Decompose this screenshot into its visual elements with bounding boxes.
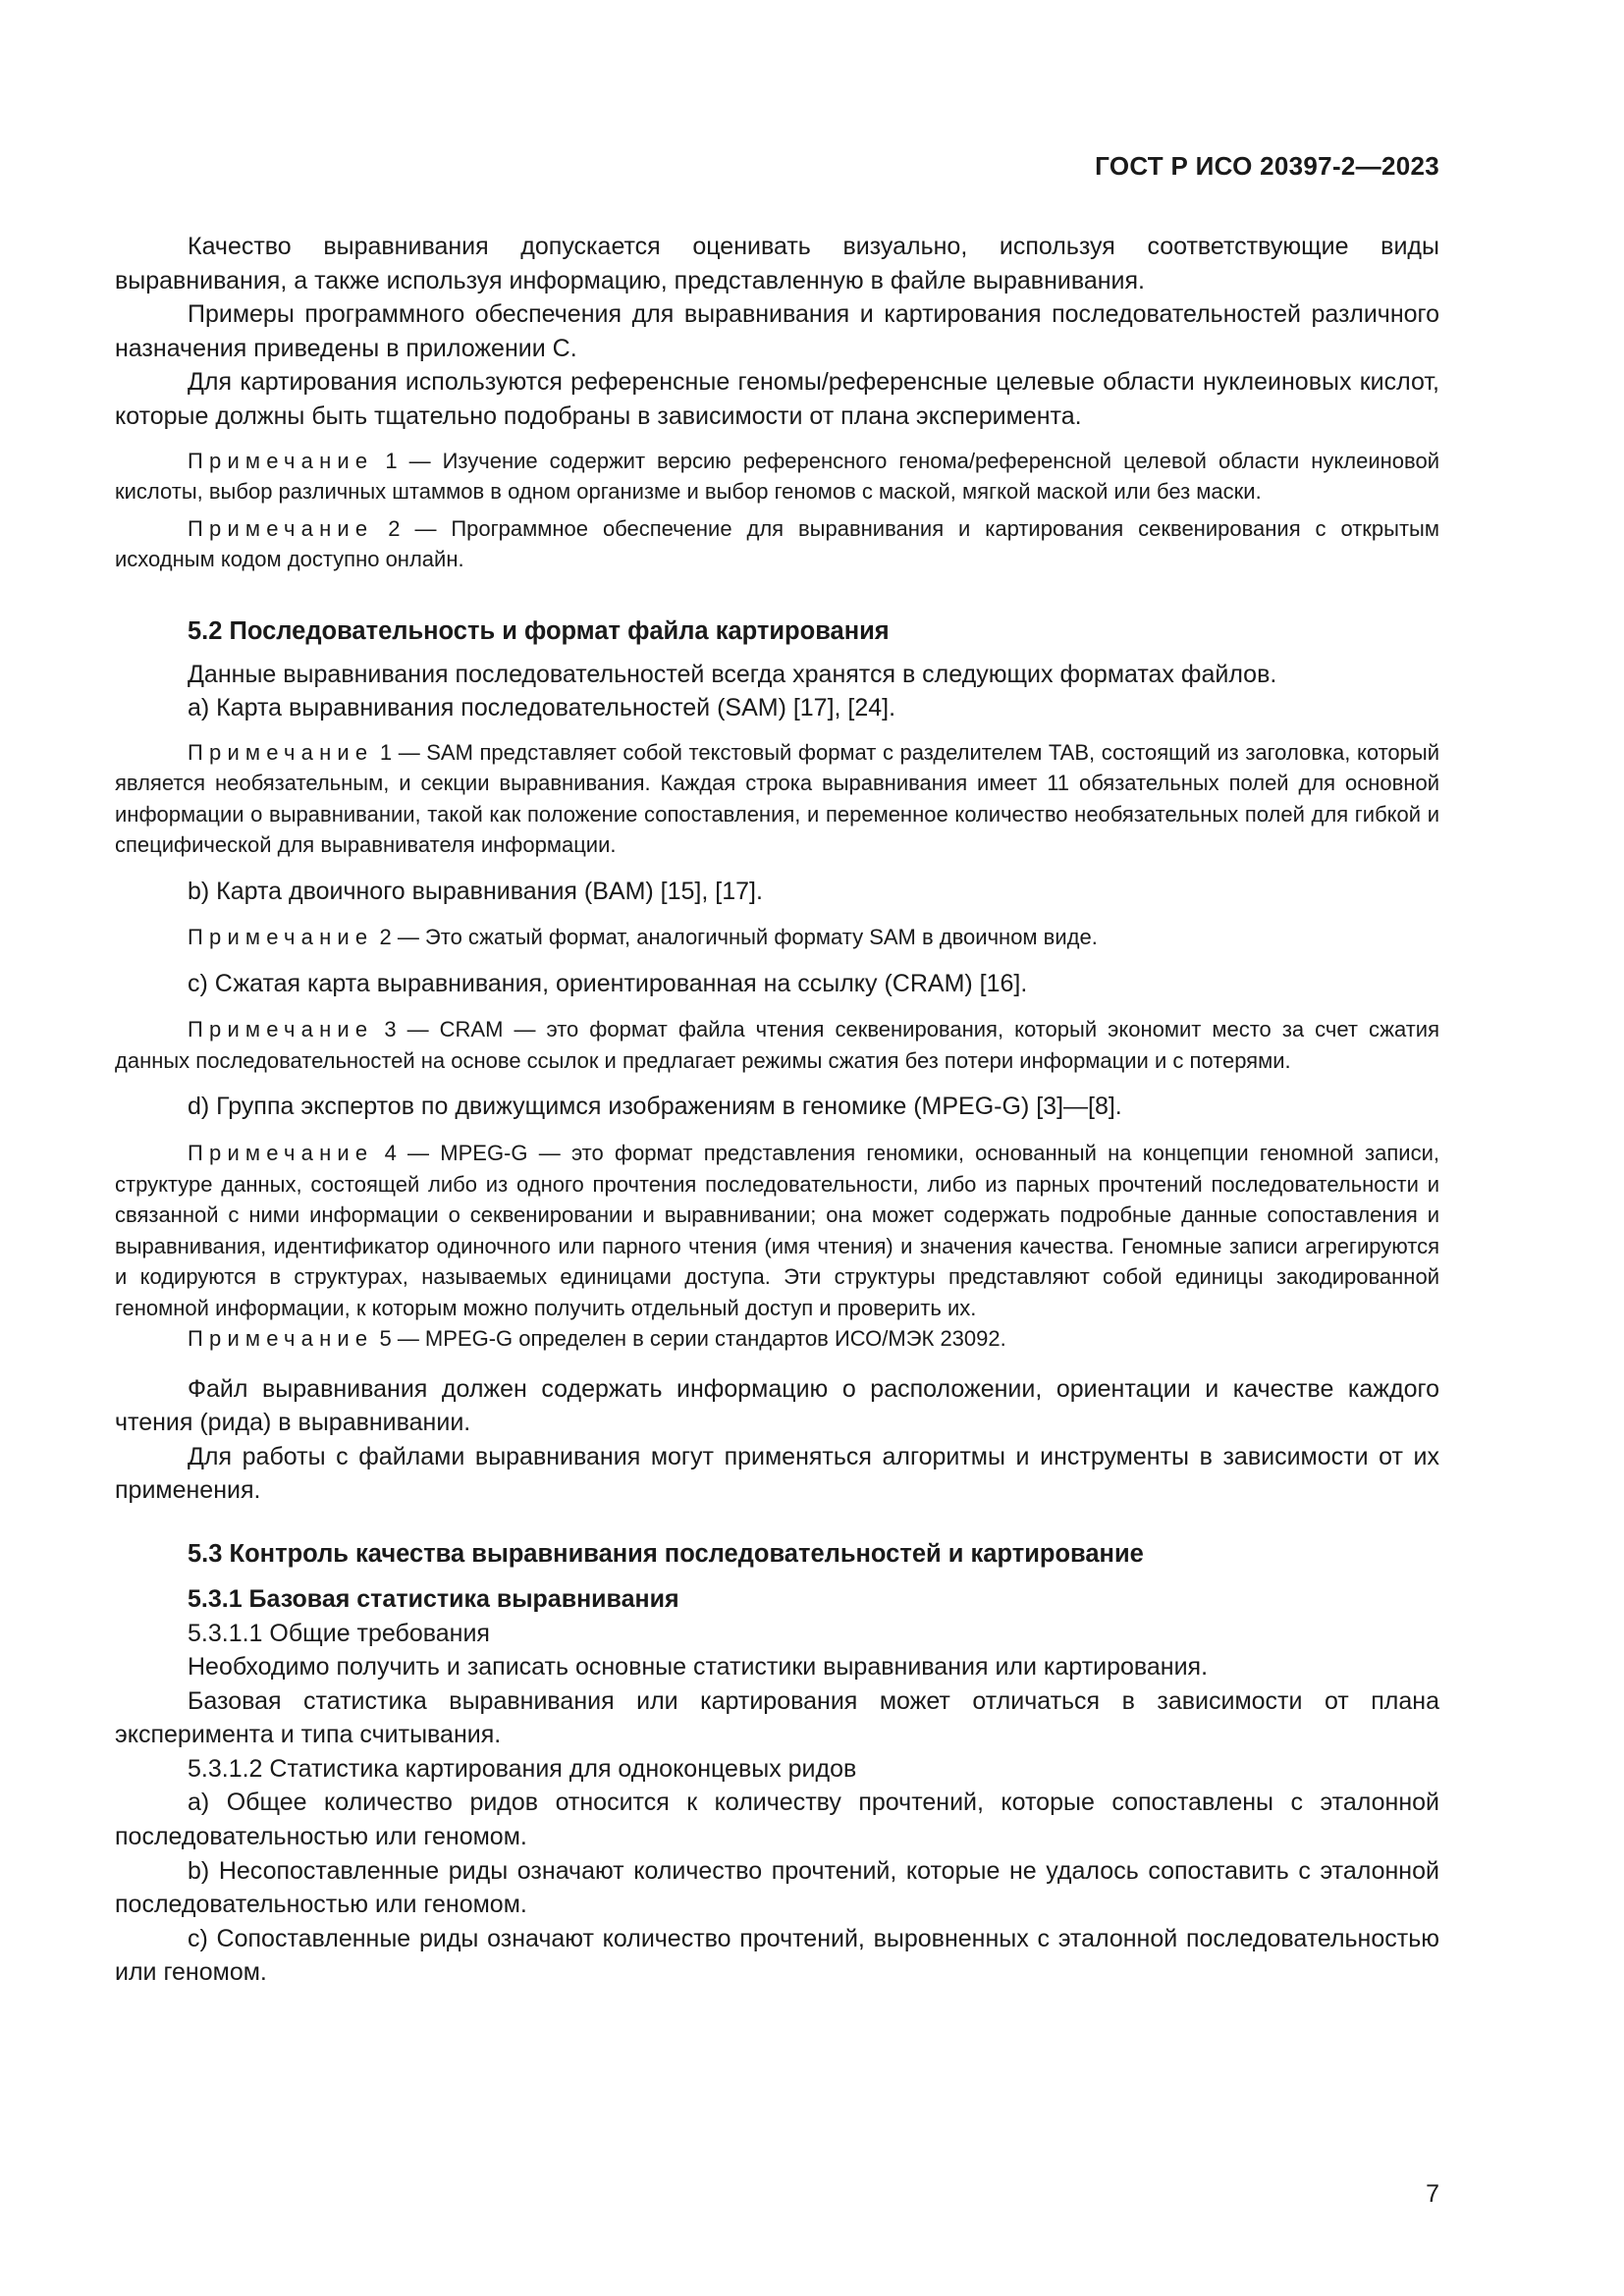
intro-paragraph-2: Примеры программного обеспечения для выравнивания и картирования последовательностей различного назначения приведены в приложении С. — [115, 300, 1439, 362]
note-label: Примечание — [188, 448, 374, 473]
section-5-3-heading: 5.3 Контроль качества выравнивания последовательностей и картирование — [188, 1539, 1144, 1568]
page-number: 7 — [1426, 2180, 1439, 2208]
note-label: Примечание — [188, 739, 374, 765]
intro-paragraph-3: Для картирования используются референсные геномы/референсные целевые области нуклеиновых кислот, которые должны быть тщательно подобраны в зависимости от плана эксперимента. — [115, 368, 1439, 430]
section-5-3-1-heading — [115, 1582, 1439, 1617]
section-5-2-note-4 — [115, 1138, 1439, 1323]
note-label: Примечание — [188, 515, 374, 541]
section-5-2-note-1 — [115, 737, 1439, 861]
section-5-2-note-2 — [115, 922, 1439, 953]
section-5-2-paragraph-2: Файл выравнивания должен содержать информацию о расположении, ориентации и качестве каждого чтения (рида) в выравнивании. — [115, 1374, 1439, 1437]
section-5-2-paragraph-1: Данные выравнивания последовательностей всегда хранятся в следующих форматах файлов. — [188, 660, 1277, 688]
section-5-2-note-3 — [115, 1014, 1439, 1076]
note-label: Примечание — [188, 1017, 374, 1042]
note-text: 5 — MPEG-G определен в серии стандартов ИСО/МЭК 23092. — [379, 1326, 1006, 1352]
section-5-2-item-a: a) Карта выравнивания последовательностей (SAM) [17], [24]. — [188, 694, 896, 722]
note-label: Примечание — [188, 1326, 374, 1352]
section-5-3-item-a: a) Общее количество ридов относится к количеству прочтений, которые сопоставлены с эталонной последовательностью или геномом. — [115, 1789, 1439, 1851]
section-5-3-item-c: c) Сопоставленные риды означают количество прочтений, выровненных с эталонной последовательностью или геномом. — [115, 1924, 1439, 1987]
section-5-2-item-b: b) Карта двоичного выравнивания (BAM) [15], [17]. — [188, 877, 763, 905]
section-5-3-paragraph-2: Базовая статистика выравнивания или картирования может отличаться в зависимости от плана эксперимента и типа считывания. — [115, 1686, 1439, 1749]
page-content — [115, 230, 1439, 1990]
section-5-3-paragraph-1: Необходимо получить и записать основные статистики выравнивания или картирования. — [188, 1653, 1209, 1682]
note-label: Примечание — [188, 925, 374, 950]
note-text: 1 — Изучение содержит версию референсного генома/референсной целевой области нуклеиновой кислоты, выбор различных штаммов в одном организме и выбор геномов с маской, мягкой маской или без маски. — [115, 448, 1439, 505]
note-text: 4 — MPEG-G — это формат представления геномики, основанный на концепции геномной записи, структуре данных, состоящей либо из одного прочтения последовательности, либо из парных прочтений последовательности и связанной с ними информации о секвенировании и выравнивании; она может содержать подробные данные сопоставления и выравнивания, идентификатор одиночного или парного чтения (имя чтения) и значения качества. Геномные записи агрегируются и кодируются в структурах, называемых единицами доступа. Эти структуры представляют собой единицы закодированной геномной информации, к которым можно получить отдельный доступ и проверить их. — [115, 1141, 1439, 1320]
section-5-2-note-5 — [115, 1323, 1439, 1355]
note-text: 2 — Это сжатый формат, аналогичный формату SAM в двоичном виде. — [379, 925, 1098, 950]
section-5-2-heading: 5.2 Последовательность и формат файла картирования — [188, 616, 890, 645]
note-label: Примечание — [188, 1141, 374, 1166]
section-5-3-item-b: b) Несопоставленные риды означают количество прочтений, которые не удалось сопоставить с эталонной последовательностью или геномом. — [115, 1856, 1439, 1919]
note-text: 3 — CRAM — это формат файла чтения секвенирования, который экономит место за счет сжатия данных последовательностей на основе ссылок и предлагает режимы сжатия без потери информации и с потерями. — [115, 1017, 1439, 1073]
intro-paragraph-1: Качество выравнивания допускается оценивать визуально, используя соответствующие виды выравнивания, а также используя информацию, представленную в файле выравнивания. — [115, 233, 1439, 294]
section-5-2-item-d: d) Группа экспертов по движущимся изображениям в геномике (MPEG-G) [3]—[8]. — [188, 1093, 1122, 1121]
intro-note-2 — [115, 513, 1439, 575]
note-text: 1 — SAM представляет собой текстовый формат с разделителем TAB, состоящий из заголовка, который является необязательным, и секции выравнивания. Каждая строка выравнивания имеет 11 обязательных полей для основной информации о выравнивании, такой как положение сопоставления, и переменное количество необязательных полей для гибкой и специфической для выравнивателя информации. — [115, 739, 1439, 858]
section-5-3-1-1-title: 5.3.1.1 Общие требования — [188, 1619, 490, 1647]
section-5-2-item-c: c) Сжатая карта выравнивания, ориентированная на ссылку (CRAM) [16]. — [188, 969, 1028, 997]
section-5-3-1-2-title: 5.3.1.2 Статистика картирования для одноконцевых ридов — [188, 1754, 857, 1783]
section-5-2-paragraph-3: Для работы с файлами выравнивания могут применяться алгоритмы и инструменты в зависимости от их применения. — [115, 1442, 1439, 1505]
subsection-title: 5.3.1 Базовая статистика выравнивания — [188, 1584, 679, 1613]
note-text: 2 — Программное обеспечение для выравнивания и картирования секвенирования с открытым исходным кодом доступно онлайн. — [115, 515, 1439, 572]
document-code-header: ГОСТ Р ИСО 20397-2—2023 — [1095, 151, 1439, 181]
intro-note-1 — [115, 446, 1439, 507]
